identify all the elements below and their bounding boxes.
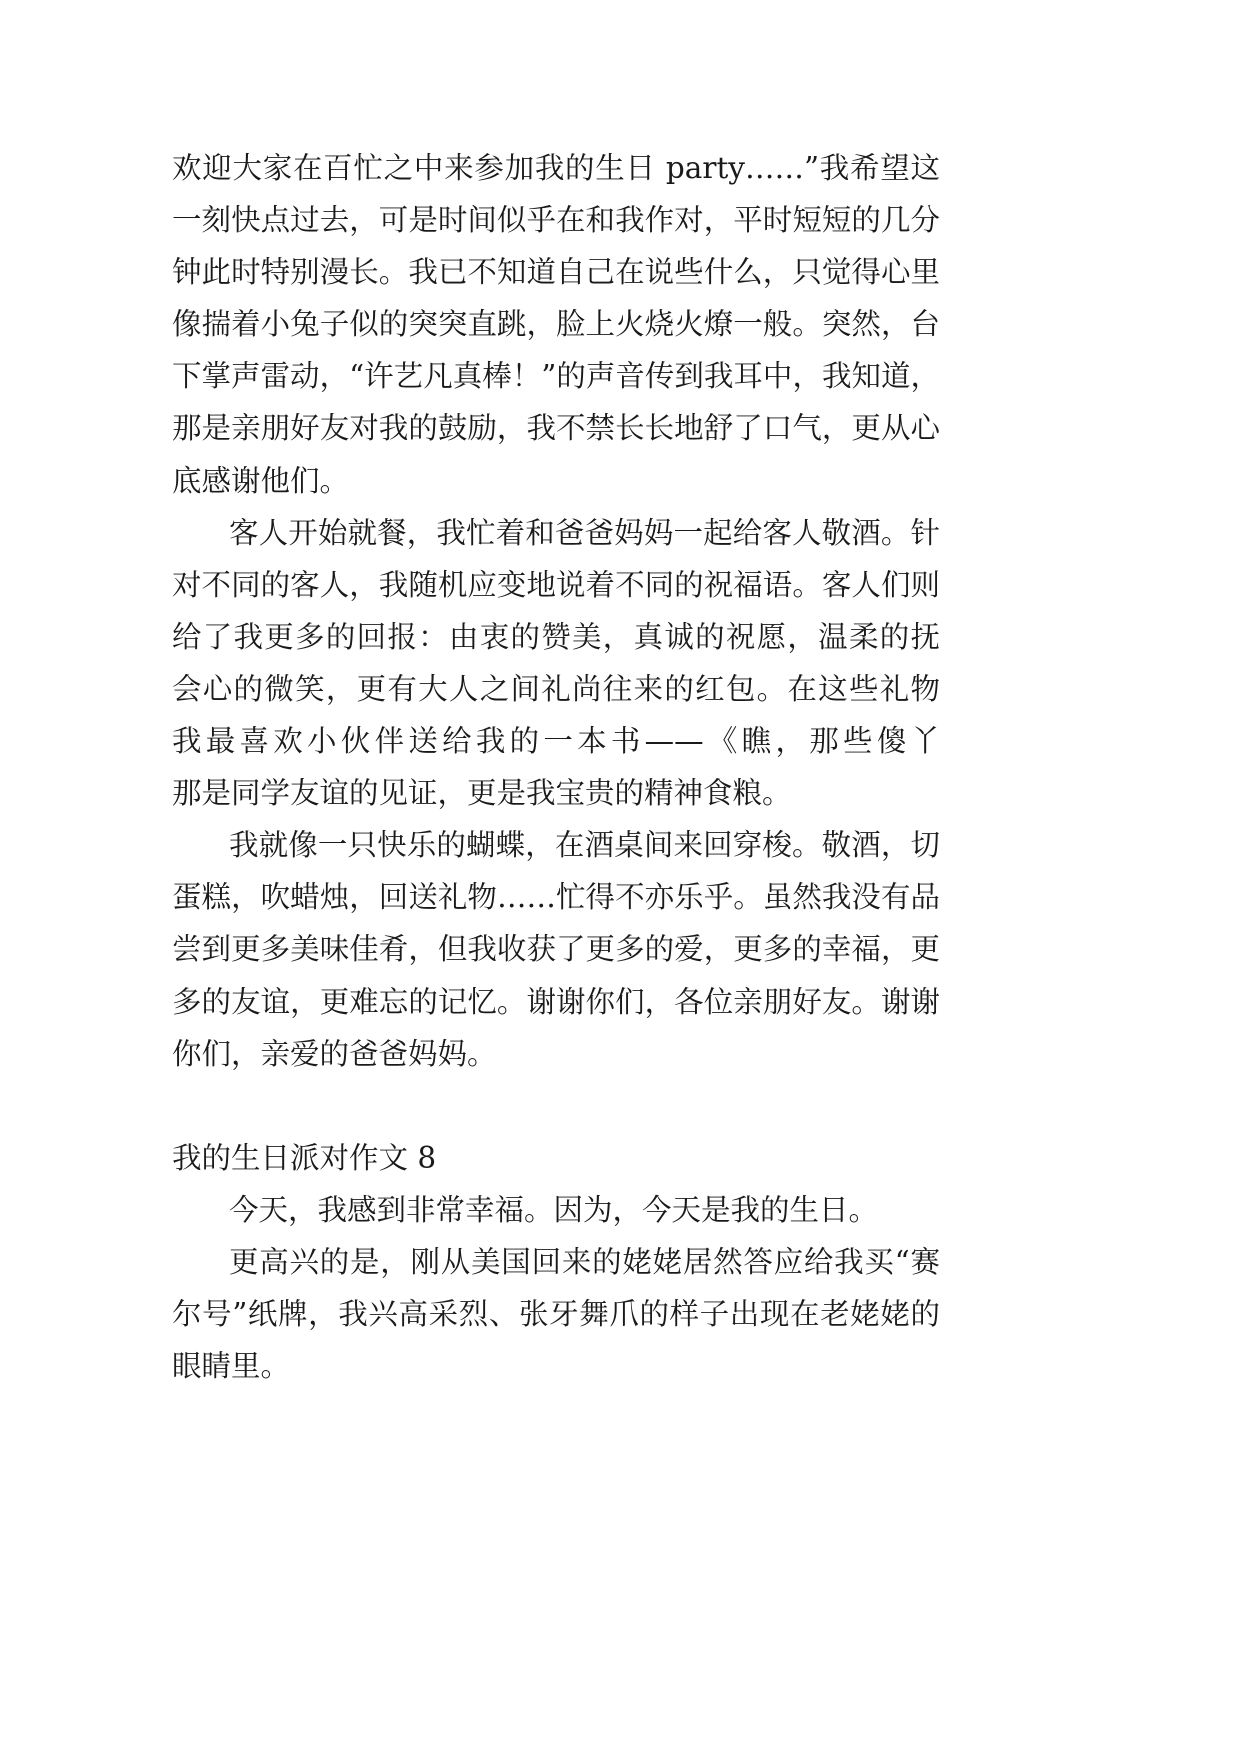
text-line: 今天，我感到非常幸福。因为，今天是我的生日。 xyxy=(229,1192,879,1227)
essay-body xyxy=(172,142,940,1392)
text-line: 你们，亲爱的爸爸妈妈。 xyxy=(172,1036,497,1071)
text-line: 像揣着小兔子似的突突直跳，脸上火烧火燎一般。突然，台 xyxy=(172,307,940,342)
text-line: 那是亲朋好友对我的鼓励，我不禁长长地舒了口气，更从心 xyxy=(172,411,940,446)
text-line: 尔号”纸牌，我兴高采烈、张牙舞爪的样子出现在老姥姥的 xyxy=(172,1297,940,1332)
paragraph xyxy=(172,507,940,820)
paragraph xyxy=(172,1236,940,1392)
text-line: 那是同学友谊的见证，更是我宝贵的精神食粮。 xyxy=(172,776,792,811)
text-line: 多的友谊，更难忘的记忆。谢谢你们，各位亲朋好友。谢谢 xyxy=(172,984,940,1019)
text-line: 我就像一只快乐的蝴蝶，在酒桌间来回穿梭。敬酒，切 xyxy=(229,828,940,863)
paragraph xyxy=(172,1184,940,1236)
text-line: 下掌声雷动，“许艺凡真棒！”的声音传到我耳中，我知道， xyxy=(172,359,940,394)
section-heading: 我的生日派对作文 8 xyxy=(172,1140,437,1175)
paragraph xyxy=(172,819,940,1079)
text-line: 会心的微笑，更有大人之间礼尚往来的红包。在这些礼物 xyxy=(172,671,940,706)
text-line: 对不同的客人，我随机应变地说着不同的祝福语。客人们则 xyxy=(172,567,940,602)
text-line: 给了我更多的回报：由衷的赞美，真诚的祝愿，温柔的抚 xyxy=(172,619,940,654)
text-line: 底感谢他们。 xyxy=(172,463,350,498)
text-line: 我最喜欢小伙伴送给我的一本书——《瞧，那些傻丫 xyxy=(172,724,940,759)
text-line: 更高兴的是，刚从美国回来的姥姥居然答应给我买“赛 xyxy=(229,1244,940,1279)
paragraph xyxy=(172,142,940,507)
text-line: 蛋糕，吹蜡烛，回送礼物……忙得不亦乐乎。虽然我没有品 xyxy=(172,880,940,915)
text-line: 钟此时特别漫长。我已不知道自己在说些什么，只觉得心里 xyxy=(172,255,940,290)
text-line: 欢迎大家在百忙之中来参加我的生日 party……”我希望这 xyxy=(172,151,940,185)
text-line: 一刻快点过去，可是时间似乎在和我作对，平时短短的几分 xyxy=(172,203,940,238)
text-line: 客人开始就餐，我忙着和爸爸妈妈一起给客人敬酒。针 xyxy=(229,515,940,550)
text-line: 眼睛里。 xyxy=(172,1349,291,1384)
blank-line xyxy=(172,1080,940,1132)
text-line: 尝到更多美味佳肴，但我收获了更多的爱，更多的幸福，更 xyxy=(172,932,940,967)
